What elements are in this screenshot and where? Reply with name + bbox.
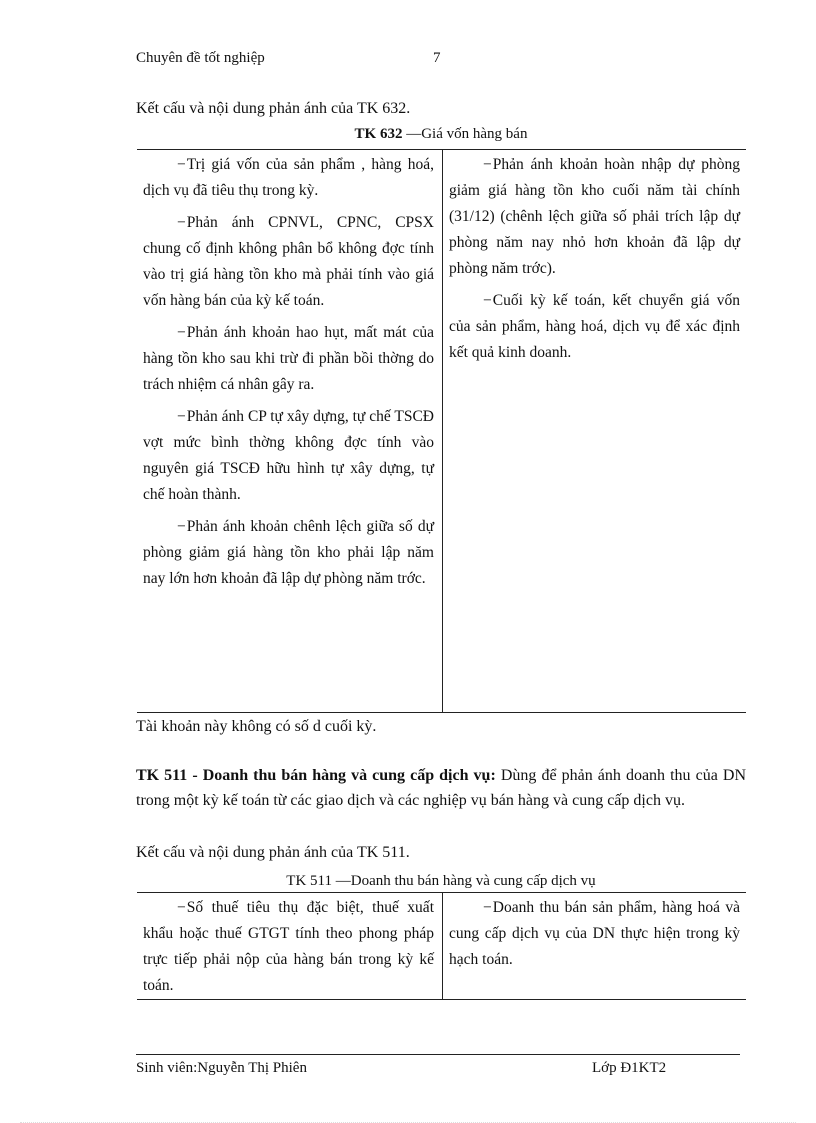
tk511-heading: TK 511 - Doanh thu bán hàng và cung cấp dịch vụ:	[136, 767, 496, 784]
tk632-debit-entry: − Trị giá vốn của sản phẩm , hàng hoá, dịch vụ đã tiêu thụ trong kỳ.	[143, 152, 434, 204]
footer-rule	[136, 1054, 740, 1055]
tk632-credit-entry: − Cuối kỳ kế toán, kết chuyển giá vốn của sản phẩm, hàng hoá, dịch vụ để xác định kết quả kinh doanh.	[449, 288, 740, 366]
tk511-t-account-table	[137, 892, 746, 1002]
table-bottom-border	[137, 712, 746, 713]
document-header-title: Chuyên đề tốt nghiệp	[136, 50, 265, 66]
tk511-description: Dùng để phản ánh doanh thu của DN trong một kỳ kế toán từ các giao dịch và các nghiệp vụ bán hàng và cung cấp dịch vụ.	[136, 767, 746, 809]
tk511-debit-column	[143, 895, 434, 1005]
tk632-debit-entry: − Phản ánh khoản chênh lệch giữa số dự phòng giảm giá hàng tồn kho phải lập năm nay lớn hơn khoản đã lập dự phòng năm trớc.	[143, 514, 434, 592]
tk511-paragraph	[136, 763, 746, 813]
tk632-debit-column	[143, 152, 434, 598]
tk632-debit-entry: − Phản ánh CPNVL, CPNC, CPSX chung cố định không phân bổ không đợc tính vào trị giá hàng tồn kho mà phải tính vào giá vốn hàng bán của kỳ kế toán.	[143, 210, 434, 314]
table-divider	[442, 892, 443, 999]
table-divider	[442, 149, 443, 712]
page-number: 7	[433, 50, 441, 66]
tk511-table-name: —Doanh thu bán hàng và cung cấp dịch vụ	[335, 873, 596, 889]
tk632-intro: Kết cấu và nội dung phản ánh của TK 632.	[136, 100, 411, 117]
tk632-table-code: TK 632	[354, 126, 403, 142]
tk632-table-name: —Giá vốn hàng bán	[406, 126, 528, 142]
tk632-credit-column	[449, 152, 740, 372]
tk511-debit-entry: − Số thuế tiêu thụ đặc biệt, thuế xuất khẩu hoặc thuế GTGT tính theo phong pháp trực tiếp phải nộp của hàng bán trong kỳ kế toán.	[143, 895, 434, 999]
tk511-table-code: TK 511	[286, 873, 332, 889]
footer-student: Sinh viên:Nguyễn Thị Phiên	[136, 1060, 307, 1076]
tk632-table-title	[136, 126, 746, 143]
tk632-t-account-table	[137, 149, 746, 714]
tk632-credit-entry: − Phản ánh khoản hoàn nhập dự phòng giảm giá hàng tồn kho cuối năm tài chính (31/12) (chênh lệch giữa số phải trích lập dự phòng năm nay nhỏ hơn khoản đã lập dự phòng năm trớc).	[449, 152, 740, 282]
tk632-debit-entry: − Phản ánh khoản hao hụt, mất mát của hàng tồn kho sau khi trừ đi phần bồi thờng do trách nhiệm cá nhân gây ra.	[143, 320, 434, 398]
tk511-intro: Kết cấu và nội dung phản ánh của TK 511.	[136, 844, 410, 861]
tk511-credit-entry: − Doanh thu bán sản phẩm, hàng hoá và cung cấp dịch vụ của DN thực hiện trong kỳ hạch toán.	[449, 895, 740, 973]
footer-class: Lớp Đ1KT2	[592, 1060, 667, 1076]
tk632-debit-entry: − Phản ánh CP tự xây dựng, tự chế TSCĐ vợt mức bình thờng không đợc tính vào nguyên giá TSCĐ hữu hình tự xây dựng, tự chế hoàn thành.	[143, 404, 434, 508]
tk511-credit-column	[449, 895, 740, 979]
tk511-table-title	[136, 873, 746, 890]
tk632-closing-note: Tài khoản này không có số d cuối kỳ.	[136, 718, 377, 735]
